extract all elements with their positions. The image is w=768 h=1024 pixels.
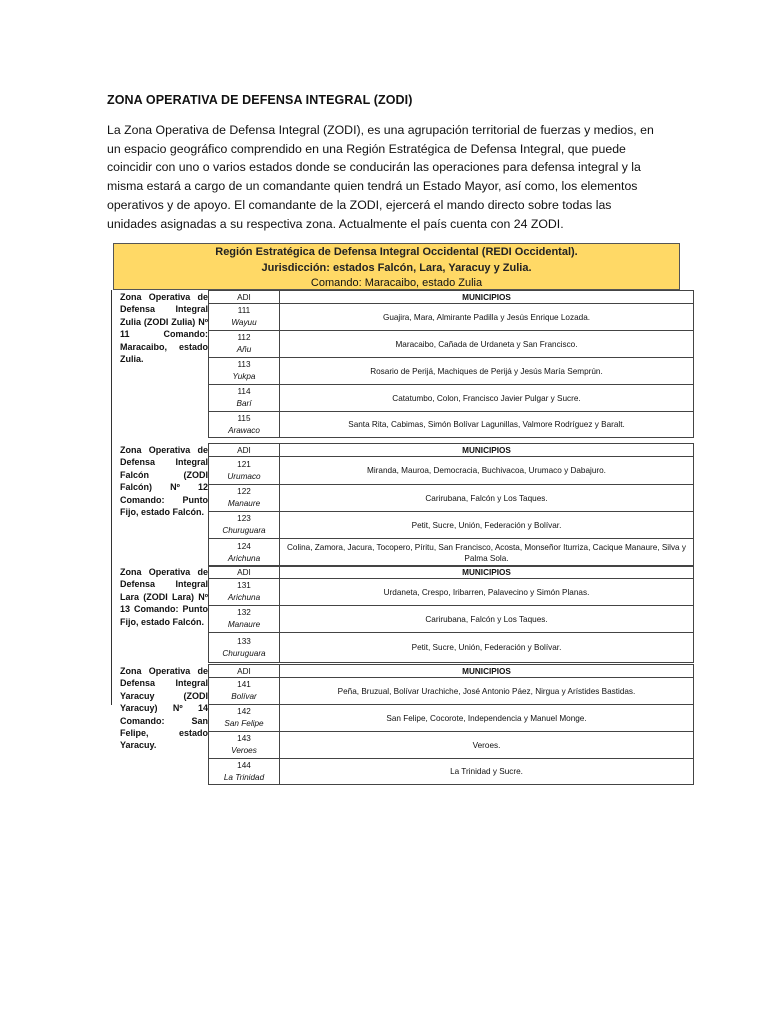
municipios-cell: Peña, Bruzual, Bolívar Urachiche, José Antonio Páez, Nirgua y Arístides Bastidas. bbox=[280, 678, 694, 705]
zone-description: Zona Operativa de Defensa Integral Lara (ZODI Lara) Nº 13 Comando: Punto Fijo, estado Falcón. bbox=[120, 567, 208, 627]
adi-code: 131 bbox=[237, 581, 251, 590]
adi-name: Barí bbox=[236, 399, 252, 408]
adi-code: 121 bbox=[237, 459, 251, 469]
table-row bbox=[209, 678, 694, 705]
adi-name: Churuguara bbox=[222, 648, 266, 658]
municipios-cell: Veroes. bbox=[280, 732, 694, 759]
adi-header: ADI bbox=[209, 665, 280, 678]
adi-name: Yukpa bbox=[232, 372, 256, 381]
adi-code: 122 bbox=[237, 487, 251, 496]
municipios-cell: La Trinidad y Sucre. bbox=[280, 759, 694, 785]
table-row bbox=[209, 457, 694, 485]
adi-cell bbox=[209, 606, 280, 633]
adi-cell bbox=[209, 512, 280, 539]
adi-cell bbox=[209, 705, 280, 732]
table-row bbox=[209, 485, 694, 512]
municipios-cell: Santa Rita, Cabimas, Simón Bolívar Lagunillas, Valmore Rodríguez y Baralt. bbox=[280, 412, 694, 438]
table-row bbox=[209, 633, 694, 663]
adi-code: 143 bbox=[237, 734, 251, 743]
zone-description: Zona Operativa de Defensa Integral Zulia (ZODI Zulia) Nº 11 Comando: Maracaibo, estado Zulia. bbox=[120, 292, 208, 365]
municipios-cell: Petit, Sucre, Unión, Federación y Bolívar. bbox=[280, 512, 694, 539]
adi-table bbox=[208, 290, 694, 438]
adi-cell bbox=[209, 385, 280, 412]
adi-header: ADI bbox=[209, 566, 280, 579]
adi-code: 112 bbox=[237, 333, 251, 342]
redi-command: Comando: Maracaibo, estado Zulia bbox=[310, 277, 483, 289]
adi-cell bbox=[209, 331, 280, 358]
adi-code: 113 bbox=[237, 360, 251, 369]
adi-name: Arawaco bbox=[228, 425, 260, 435]
municipios-cell: Miranda, Mauroa, Democracia, Buchivacoa, Urumaco y Dabajuro. bbox=[280, 457, 694, 485]
table-header-row bbox=[209, 566, 694, 579]
document-heading: ZONA OPERATIVA DE DEFENSA INTEGRAL (ZODI) bbox=[107, 93, 413, 107]
adi-name: Veroes bbox=[231, 746, 257, 755]
adi-name: Arichuna bbox=[227, 593, 261, 602]
adi-cell bbox=[209, 678, 280, 705]
adi-name: La Trinidad bbox=[223, 772, 265, 782]
municipios-header: MUNICIPIOS bbox=[280, 444, 694, 457]
redi-title: Región Estratégica de Defensa Integral Occidental (REDI Occidental). bbox=[215, 246, 578, 258]
redi-header bbox=[113, 243, 680, 290]
table-row bbox=[209, 732, 694, 759]
adi-name: Churuguara bbox=[222, 526, 266, 535]
municipios-cell: Maracaibo, Cañada de Urdaneta y San Francisco. bbox=[280, 331, 694, 358]
adi-code: 123 bbox=[237, 514, 251, 523]
table-row bbox=[209, 358, 694, 385]
adi-name: Arichuna bbox=[227, 553, 261, 563]
municipios-cell: Catatumbo, Colon, Francisco Javier Pulgar y Sucre. bbox=[280, 385, 694, 412]
adi-cell bbox=[209, 732, 280, 759]
redi-jurisdiction: Jurisdicción: estados Falcón, Lara, Yaracuy y Zulia. bbox=[261, 261, 532, 274]
zone-description: Zona Operativa de Defensa Integral Falcón (ZODI Falcón) Nº 12 Comando: Punto Fijo, estado Falcón. bbox=[120, 445, 208, 518]
table-row bbox=[209, 606, 694, 633]
table-row bbox=[209, 512, 694, 539]
adi-cell bbox=[209, 304, 280, 331]
municipios-cell: Urdaneta, Crespo, Iribarren, Palavecino y Simón Planas. bbox=[280, 579, 694, 606]
adi-code: 111 bbox=[237, 306, 251, 315]
adi-code: 115 bbox=[237, 413, 251, 423]
adi-code: 141 bbox=[237, 680, 251, 689]
adi-code: 124 bbox=[237, 541, 251, 551]
adi-cell bbox=[209, 457, 280, 485]
table-header-row bbox=[209, 444, 694, 457]
adi-code: 133 bbox=[237, 636, 251, 646]
municipios-header: MUNICIPIOS bbox=[280, 665, 694, 678]
municipios-header: MUNICIPIOS bbox=[280, 291, 694, 304]
municipios-cell: San Felipe, Cocorote, Independencia y Manuel Monge. bbox=[280, 705, 694, 732]
table-header-row bbox=[209, 291, 694, 304]
municipios-cell: Guajira, Mara, Almirante Padilla y Jesús Enrique Lozada. bbox=[280, 304, 694, 331]
adi-cell bbox=[209, 412, 280, 438]
municipios-header: MUNICIPIOS bbox=[280, 566, 694, 579]
adi-name: Manaure bbox=[227, 499, 261, 508]
adi-cell bbox=[209, 485, 280, 512]
adi-cell bbox=[209, 633, 280, 663]
adi-name: San Felipe bbox=[224, 719, 264, 728]
adi-code: 144 bbox=[237, 760, 251, 770]
adi-name: Añu bbox=[236, 345, 252, 354]
municipios-cell: Rosario de Perijá, Machiques de Perijá y Jesús María Semprún. bbox=[280, 358, 694, 385]
table-row bbox=[209, 759, 694, 785]
adi-cell bbox=[209, 759, 280, 785]
zone-description: Zona Operativa de Defensa Integral Yaracuy (ZODI Yaracuy) Nº 14 Comando: San Felipe, estado Yaracuy. bbox=[120, 666, 208, 751]
municipios-cell: Petit, Sucre, Unión, Federación y Bolívar. bbox=[280, 633, 694, 663]
municipios-cell: Carirubana, Falcón y Los Taques. bbox=[280, 485, 694, 512]
adi-code: 132 bbox=[237, 608, 251, 617]
table-row bbox=[209, 412, 694, 438]
adi-cell bbox=[209, 579, 280, 606]
adi-table bbox=[208, 443, 694, 567]
table-row bbox=[209, 539, 694, 567]
adi-table bbox=[208, 565, 694, 663]
intro-paragraph: La Zona Operativa de Defensa Integral (ZODI), es una agrupación territorial de fuerzas y medios, en un espacio geográfico comprendido en una Región Estratégica de Defensa Integral, que puede coincidir con uno o varios estados donde se conducirán las operaciones para defensa integral y la misma estará a cargo de un comandante quien tendrá un Estado Mayor, así como, los elementos operativos y de apoyo. El comandante de la ZODI, ejercerá el mando directo sobre todas las unidades asignadas a su respectiva zona. Actualmente el país cuenta con 24 ZODI. bbox=[107, 123, 654, 231]
adi-name: Wayuu bbox=[231, 318, 257, 327]
adi-code: 142 bbox=[237, 707, 251, 716]
table-row bbox=[209, 385, 694, 412]
municipios-cell: Colina, Zamora, Jacura, Tocopero, Píritu, San Francisco, Acosta, Monseñor Iturriza, Cacique Manaure, Silva y Palma Sola. bbox=[280, 539, 694, 567]
adi-code: 114 bbox=[237, 387, 251, 396]
municipios-cell: Carirubana, Falcón y Los Taques. bbox=[280, 606, 694, 633]
adi-header: ADI bbox=[209, 291, 280, 304]
adi-name: Urumaco bbox=[227, 471, 261, 481]
table-row bbox=[209, 579, 694, 606]
adi-name: Bolívar bbox=[231, 692, 257, 701]
adi-header: ADI bbox=[209, 444, 280, 457]
adi-table bbox=[208, 664, 694, 785]
table-left-border bbox=[111, 290, 112, 705]
adi-cell bbox=[209, 358, 280, 385]
table-row bbox=[209, 304, 694, 331]
table-header-row bbox=[209, 665, 694, 678]
adi-cell bbox=[209, 539, 280, 567]
table-row bbox=[209, 331, 694, 358]
adi-name: Manaure bbox=[227, 620, 261, 629]
table-row bbox=[209, 705, 694, 732]
